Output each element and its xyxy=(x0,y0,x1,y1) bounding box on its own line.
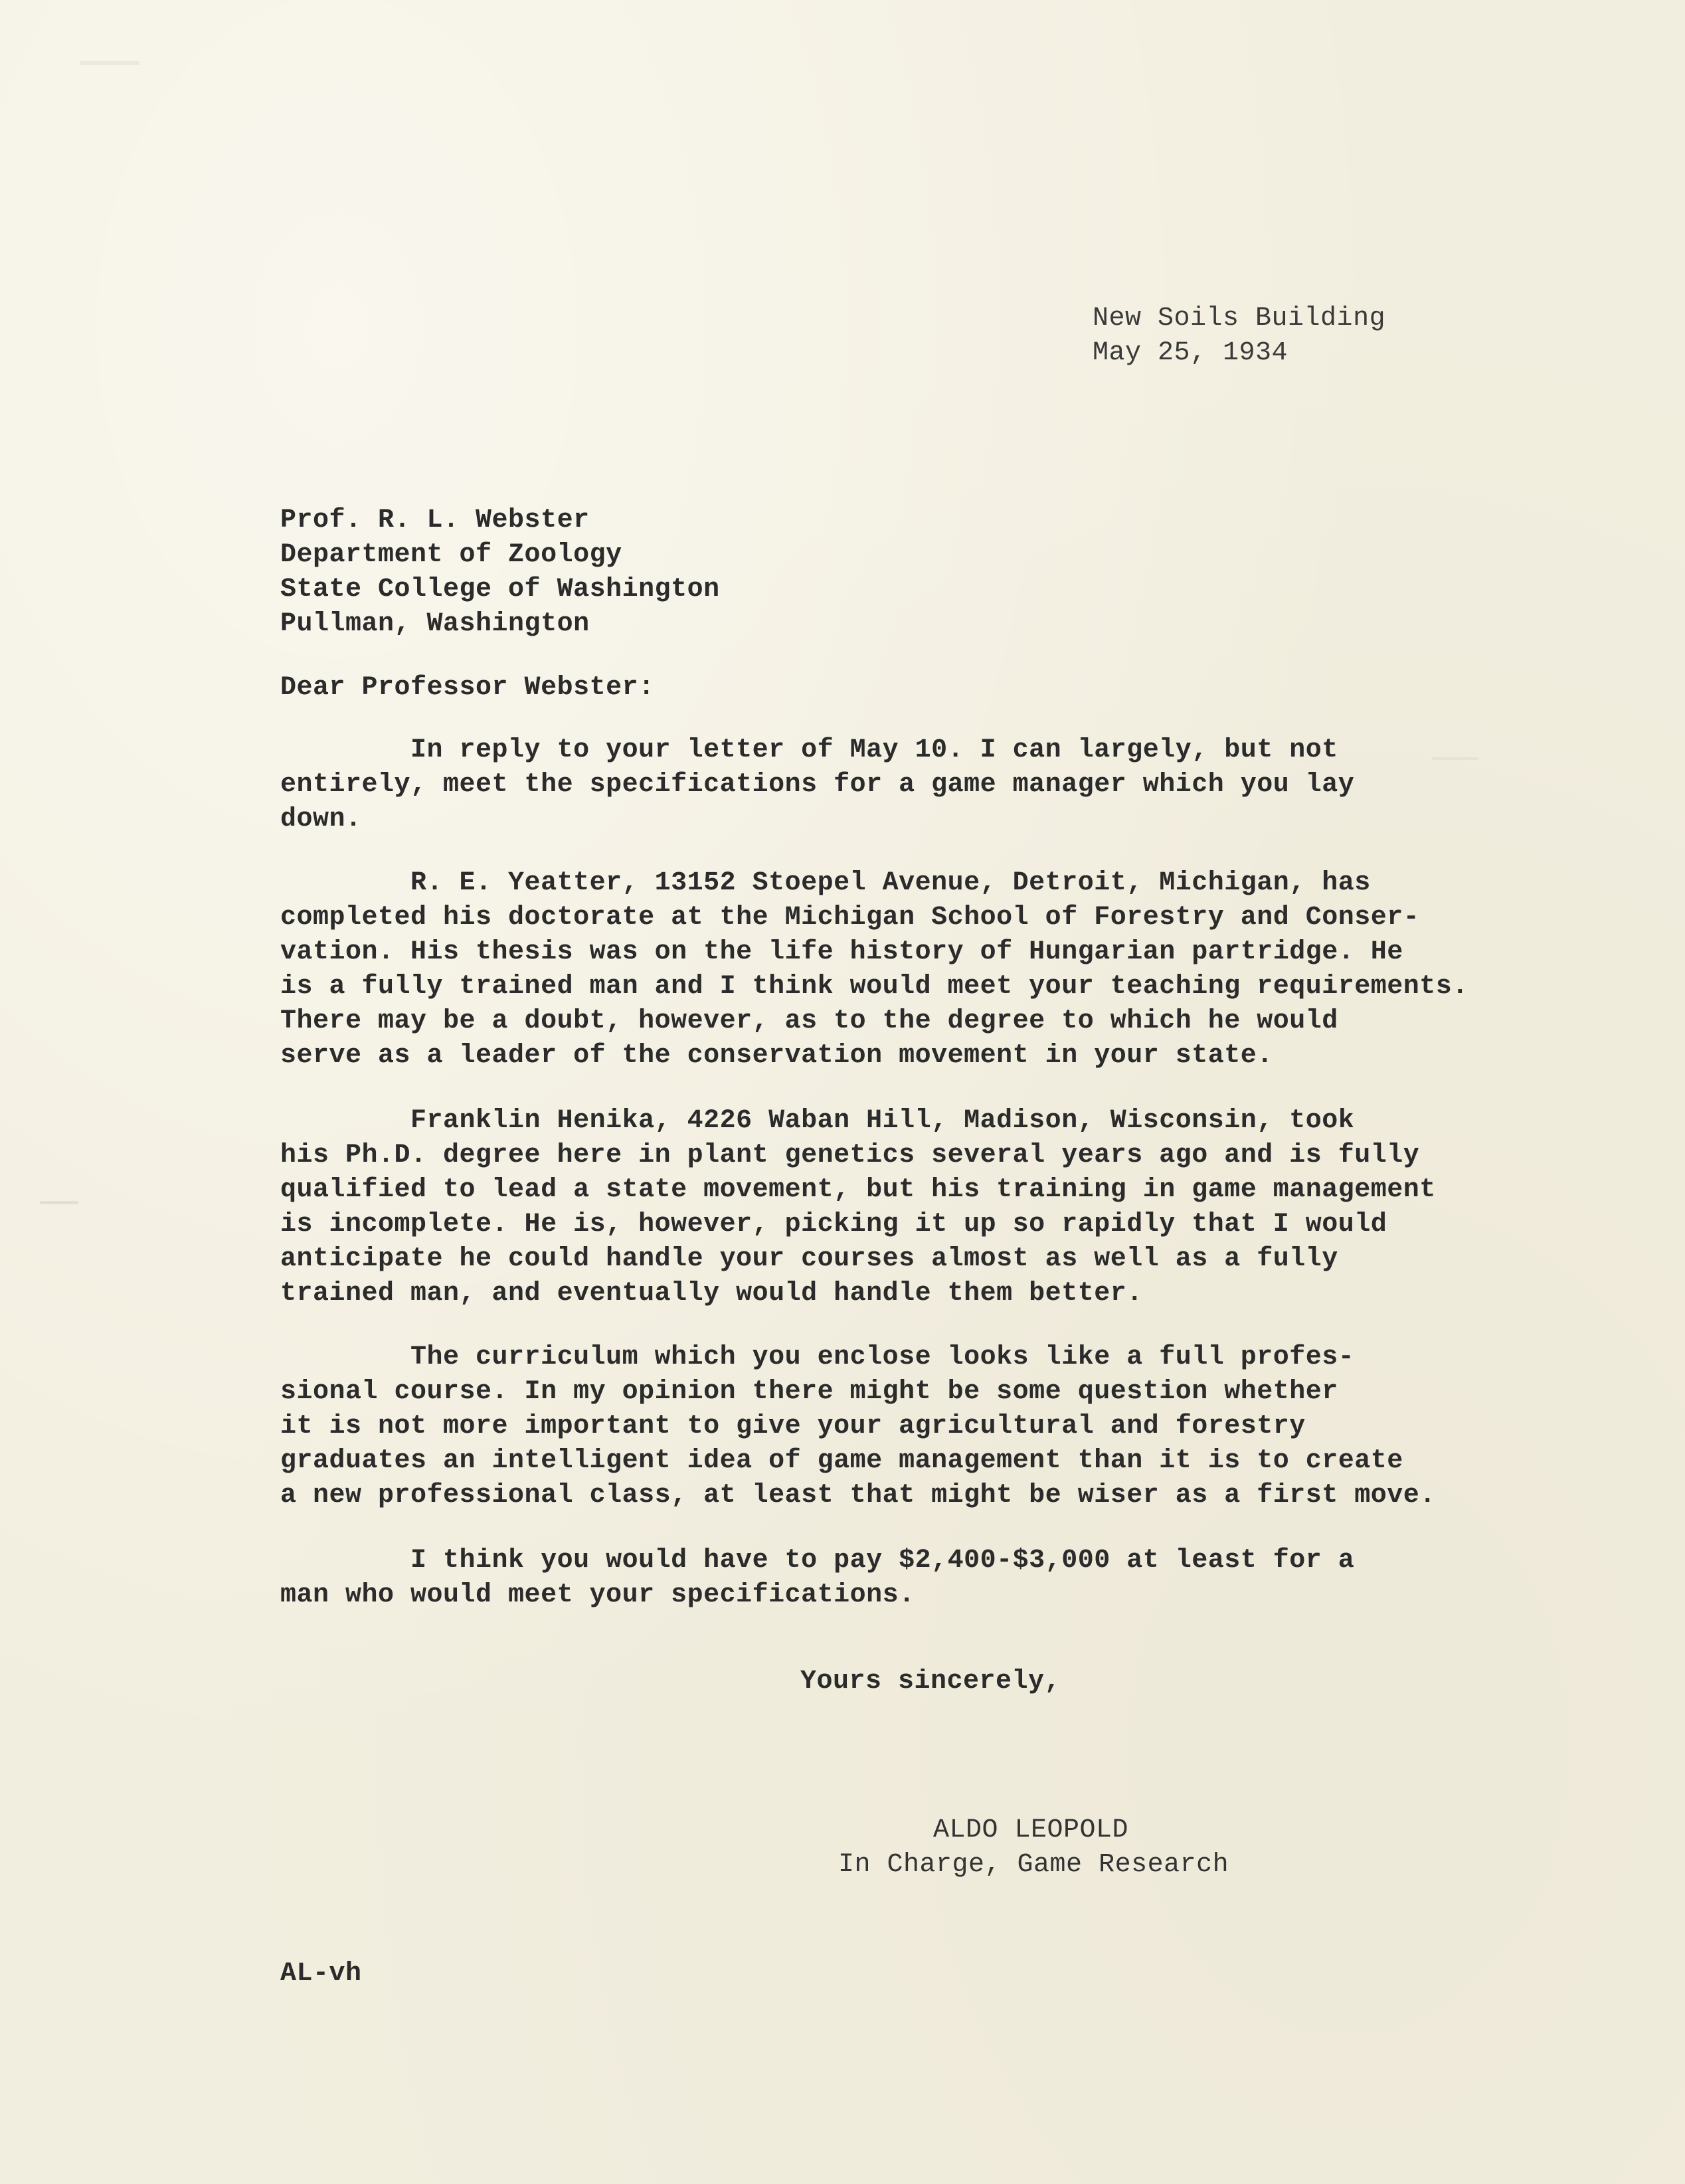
typist-initials: AL-vh xyxy=(280,1959,362,1989)
building-name: New Soils Building xyxy=(1093,304,1386,333)
closing: Yours sincerely, xyxy=(800,1667,1061,1696)
paragraph-line: man who would meet your specifications. xyxy=(280,1580,915,1610)
paragraph-line: The curriculum which you enclose looks like a full profes- xyxy=(280,1342,1355,1372)
paragraph-line: a new professional class, at least that might be wiser as a first move. xyxy=(280,1481,1436,1510)
paragraph-line: his Ph.D. degree here in plant genetics several years ago and is fully xyxy=(280,1140,1420,1170)
paragraph-line: completed his doctorate at the Michigan School of Forestry and Conser- xyxy=(280,903,1420,933)
paper-mark xyxy=(40,1201,78,1204)
paragraph-line: Franklin Henika, 4226 Waban Hill, Madison, Wisconsin, took xyxy=(280,1106,1355,1136)
paragraph-line: it is not more important to give your agricultural and forestry xyxy=(280,1411,1306,1441)
paragraph-line: I think you would have to pay $2,400-$3,000 at least for a xyxy=(280,1546,1355,1576)
paragraph-line: vation. His thesis was on the life history of Hungarian partridge. He xyxy=(280,937,1403,967)
salutation: Dear Professor Webster: xyxy=(280,673,655,703)
paragraph-line: is a fully trained man and I think would meet your teaching requirements. xyxy=(280,972,1468,1002)
signer-title: In Charge, Game Research xyxy=(838,1850,1229,1880)
recipient-line-2: Department of Zoology xyxy=(280,540,622,570)
paragraph-line: graduates an intelligent idea of game management than it is to create xyxy=(280,1446,1403,1476)
letter-date: May 25, 1934 xyxy=(1093,338,1288,368)
signer-name: ALDO LEOPOLD xyxy=(933,1815,1129,1845)
paragraph-line: trained man, and eventually would handle them better. xyxy=(280,1279,1143,1309)
paragraph-line: is incomplete. He is, however, picking it up so rapidly that I would xyxy=(280,1210,1387,1239)
paragraph-line: In reply to your letter of May 10. I can largely, but not xyxy=(280,735,1338,765)
paragraph-line: down. xyxy=(280,804,362,834)
paragraph-line: qualified to lead a state movement, but his training in game management xyxy=(280,1175,1436,1205)
paragraph-line: entirely, meet the specifications for a game manager which you lay xyxy=(280,770,1355,800)
paragraph-line: serve as a leader of the conservation movement in your state. xyxy=(280,1041,1273,1071)
recipient-line-3: State College of Washington xyxy=(280,575,720,604)
recipient-line-4: Pullman, Washington xyxy=(280,609,590,639)
paper-mark xyxy=(80,61,139,65)
paragraph-line: R. E. Yeatter, 13152 Stoepel Avenue, Detroit, Michigan, has xyxy=(280,868,1371,898)
paragraph-line: There may be a doubt, however, as to the degree to which he would xyxy=(280,1006,1338,1036)
paragraph-line: sional course. In my opinion there might be some question whether xyxy=(280,1377,1338,1407)
recipient-line-1: Prof. R. L. Webster xyxy=(280,505,590,535)
paper-mark xyxy=(1432,757,1478,760)
paragraph-line: anticipate he could handle your courses almost as well as a fully xyxy=(280,1244,1338,1274)
